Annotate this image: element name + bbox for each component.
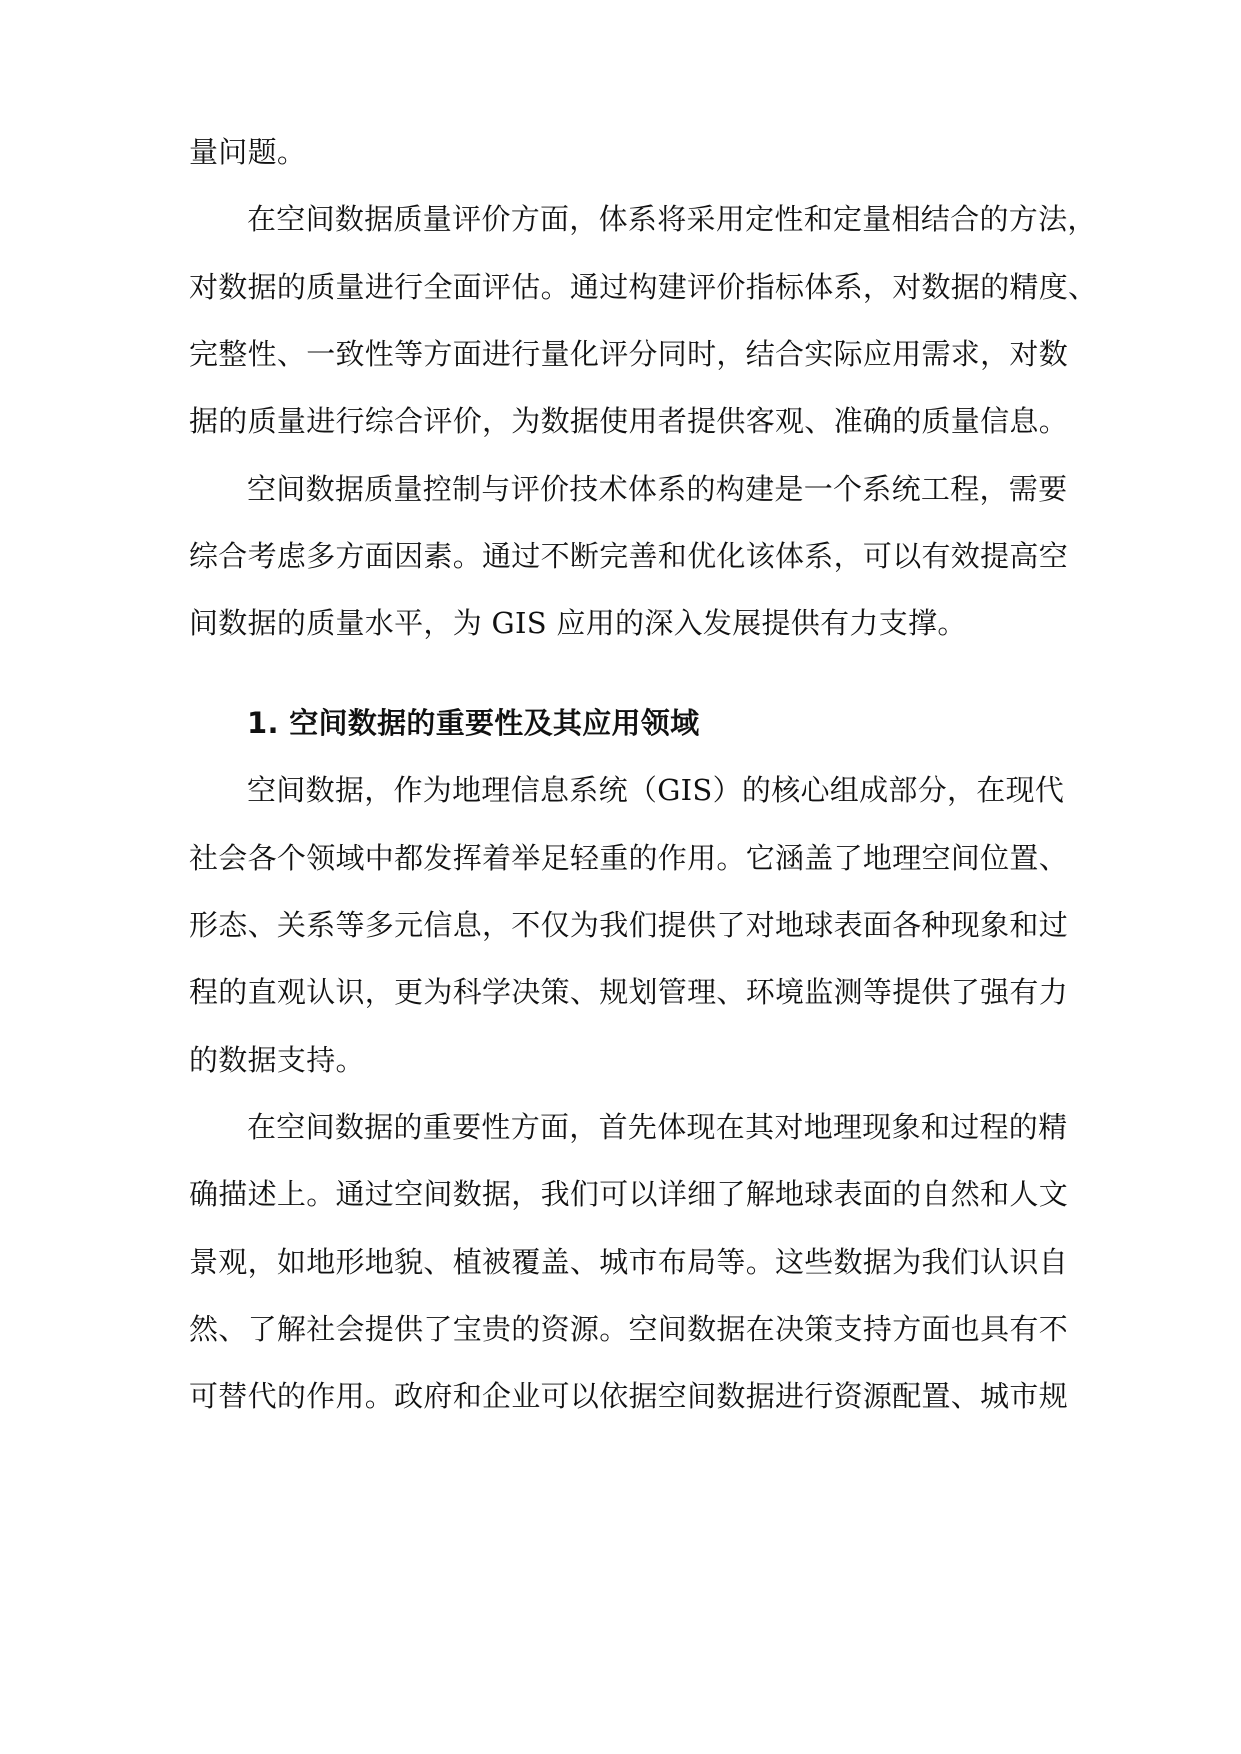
paragraph-line: 综合考虑多方面因素。通过不断完善和优化该体系，可以有效提高空: [189, 539, 1069, 573]
paragraph-line: 对数据的质量进行全面评估。通过构建评价指标体系，对数据的精度、: [189, 270, 1098, 304]
paragraph-line: 的数据支持。: [189, 1043, 365, 1077]
paragraph-line: 空间数据质量控制与评价技术体系的构建是一个系统工程，需要: [247, 472, 1068, 506]
paragraph-line: 空间数据，作为地理信息系统（GIS）的核心组成部分，在现代: [247, 773, 1065, 807]
paragraph-line: 程的直观认识，更为科学决策、规划管理、环境监测等提供了强有力: [189, 975, 1069, 1009]
paragraph-line: 形态、关系等多元信息，不仅为我们提供了对地球表面各种现象和过: [189, 908, 1069, 942]
paragraph-line: 在空间数据质量评价方面，体系将采用定性和定量相结合的方法，: [247, 202, 1097, 236]
section-heading: 1. 空间数据的重要性及其应用领域: [247, 706, 700, 740]
paragraph-line: 在空间数据的重要性方面，首先体现在其对地理现象和过程的精: [247, 1110, 1068, 1144]
paragraph-continuation-line: 量问题。: [189, 135, 307, 169]
paragraph-line: 确描述上。通过空间数据，我们可以详细了解地球表面的自然和人文: [189, 1177, 1069, 1211]
paragraph-line: 社会各个领域中都发挥着举足轻重的作用。它涵盖了地理空间位置、: [189, 841, 1069, 875]
paragraph-line: 可替代的作用。政府和企业可以依据空间数据进行资源配置、城市规: [189, 1379, 1069, 1413]
paragraph-line: 完整性、一致性等方面进行量化评分同时，结合实际应用需求，对数: [189, 337, 1069, 371]
paragraph-line: 间数据的质量水平，为 GIS 应用的深入发展提供有力支撑。: [189, 606, 967, 640]
paragraph-line: 然、了解社会提供了宝贵的资源。空间数据在决策支持方面也具有不: [189, 1312, 1069, 1346]
paragraph-line: 景观，如地形地貌、植被覆盖、城市布局等。这些数据为我们认识自: [189, 1245, 1069, 1279]
paragraph-line: 据的质量进行综合评价，为数据使用者提供客观、准确的质量信息。: [189, 404, 1069, 438]
